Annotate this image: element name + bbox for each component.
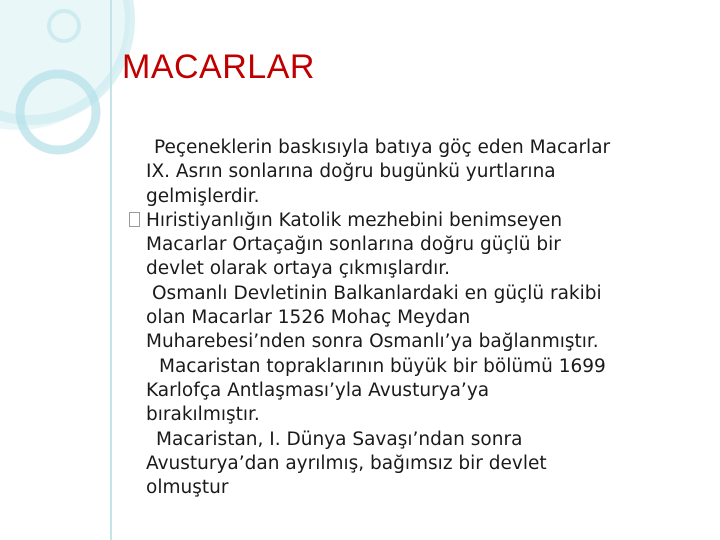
paragraph-line: devlet olarak ortaya çıkmışlardır. [146, 258, 450, 280]
paragraph-mohac [146, 282, 706, 355]
paragraph-line: Osmanlı Devletinin Balkanlardaki en güçlü rakibi [152, 282, 602, 304]
paragraph-line: olmuştur [146, 477, 229, 499]
paragraph-karlofca [146, 355, 706, 428]
paragraph-line: Macarlar Ortaçağın sonlarına doğru güçlü bir [146, 234, 561, 256]
paragraph-line: IX. Asrın sonlarına doğru bugünkü yurtlarına [146, 161, 556, 183]
bullet-box-icon [129, 212, 140, 227]
paragraph-line: Muharebesi’nden sonra Osmanlı’ya bağlanmıştır. [146, 331, 599, 353]
paragraph-katolik [146, 209, 706, 282]
paragraph-line: bırakılmıştır. [146, 404, 260, 426]
slide-body [146, 136, 706, 500]
paragraph-line: Macaristan, I. Dünya Savaşı’ndan sonra [156, 428, 523, 450]
slide-title: MACARLAR [122, 48, 315, 86]
paragraph-pecenek [146, 136, 706, 209]
paragraph-line: Avusturya’dan ayrılmış, bağımsız bir devlet [146, 452, 547, 474]
paragraph-line: Karlofça Antlaşması’yla Avusturya’ya [146, 379, 490, 401]
paragraph-line: Peçeneklerin baskısıyla batıya göç eden Macarlar [154, 137, 611, 158]
paragraph-line: Macaristan topraklarının büyük bir bölümü 1699 [159, 355, 606, 377]
paragraph-line: olan Macarlar 1526 Mohaç Meydan [146, 307, 471, 329]
paragraph-line: Hıristiyanlığın Katolik mezhebini benimseyen [146, 209, 563, 231]
paragraph-bagimsizlik [146, 428, 706, 501]
paragraph-line: gelmişlerdir. [146, 185, 260, 207]
